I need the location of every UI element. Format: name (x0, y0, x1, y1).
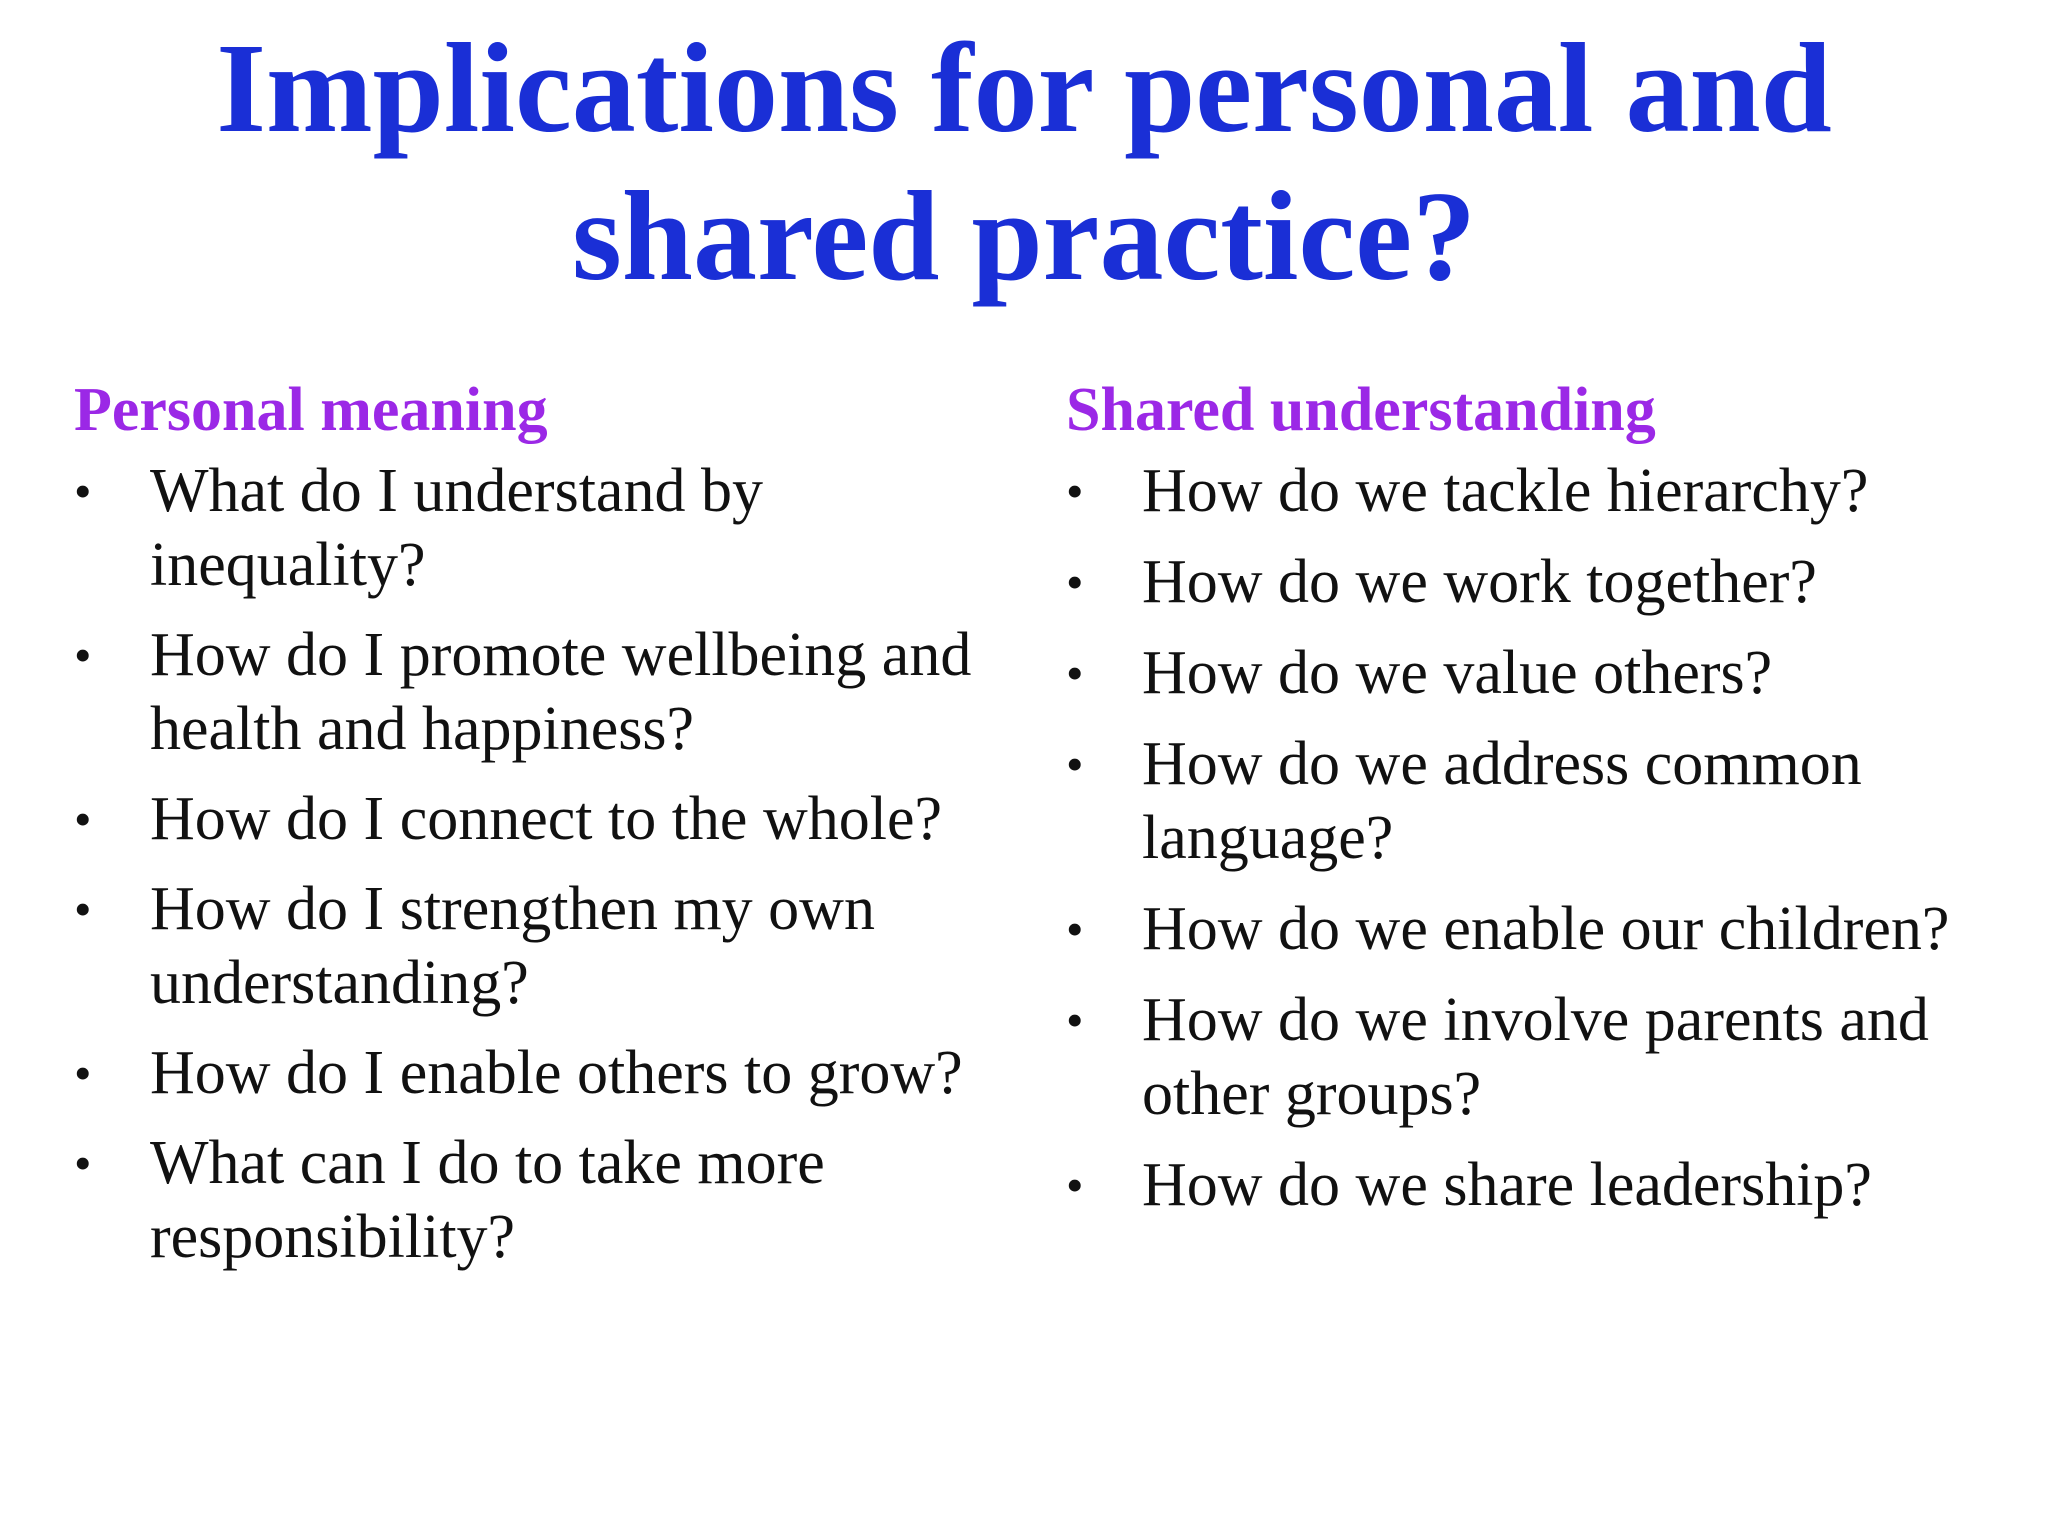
personal-meaning-column (74, 370, 994, 1290)
list-item-text: What do I understand by inequality? (150, 457, 763, 599)
bullet-icon: • (1066, 736, 1084, 792)
slide-title-line-2: shared practice? (571, 165, 1477, 307)
slide-title-line-1: Implications for personal and (216, 17, 1832, 159)
list-item-text: How do we enable our children? (1142, 895, 1950, 963)
bullet-icon: • (74, 881, 92, 937)
list-item-text: How do we tackle hierarchy? (1142, 457, 1869, 525)
bullet-icon: • (1066, 645, 1084, 701)
personal-meaning-list (74, 454, 994, 1274)
bullet-icon: • (1066, 554, 1084, 610)
list-item (74, 872, 994, 1020)
bullet-icon: • (74, 791, 92, 847)
shared-understanding-column (1066, 370, 2026, 1239)
list-item (1066, 1148, 2026, 1222)
bullet-icon: • (74, 463, 92, 519)
bullet-icon: • (74, 627, 92, 683)
list-item-text: How do we value others? (1142, 639, 1773, 707)
personal-meaning-heading: Personal meaning (74, 376, 548, 444)
shared-understanding-heading: Shared understanding (1066, 376, 1656, 444)
list-item (74, 1036, 994, 1110)
list-item-text: How do I promote wellbeing and health and happiness? (150, 621, 972, 763)
list-item (74, 1126, 994, 1274)
bullet-icon: • (1066, 992, 1084, 1048)
list-item (1066, 545, 2026, 619)
shared-understanding-list (1066, 454, 2026, 1222)
bullet-icon: • (1066, 1157, 1084, 1213)
list-item (74, 782, 994, 856)
list-item (1066, 636, 2026, 710)
list-item-text: How do we address common language? (1142, 730, 1862, 872)
list-item (1066, 983, 2026, 1131)
list-item-text: How do I connect to the whole? (150, 785, 942, 853)
bullet-icon: • (74, 1135, 92, 1191)
bullet-icon: • (1066, 901, 1084, 957)
list-item (74, 454, 994, 602)
list-item-text: How do I enable others to grow? (150, 1039, 963, 1107)
list-item (1066, 892, 2026, 966)
list-item-text: How do we work together? (1142, 548, 1817, 616)
list-item (1066, 454, 2026, 528)
list-item-text: How do we share leadership? (1142, 1151, 1872, 1219)
list-item-text: How do I strengthen my own understanding? (150, 875, 875, 1017)
bullet-icon: • (1066, 463, 1084, 519)
slide-title (0, 14, 2048, 310)
list-item-text: How do we involve parents and other groups? (1142, 986, 1929, 1128)
list-item-text: What can I do to take more responsibility? (150, 1129, 825, 1271)
list-item (1066, 727, 2026, 875)
list-item (74, 618, 994, 766)
bullet-icon: • (74, 1045, 92, 1101)
